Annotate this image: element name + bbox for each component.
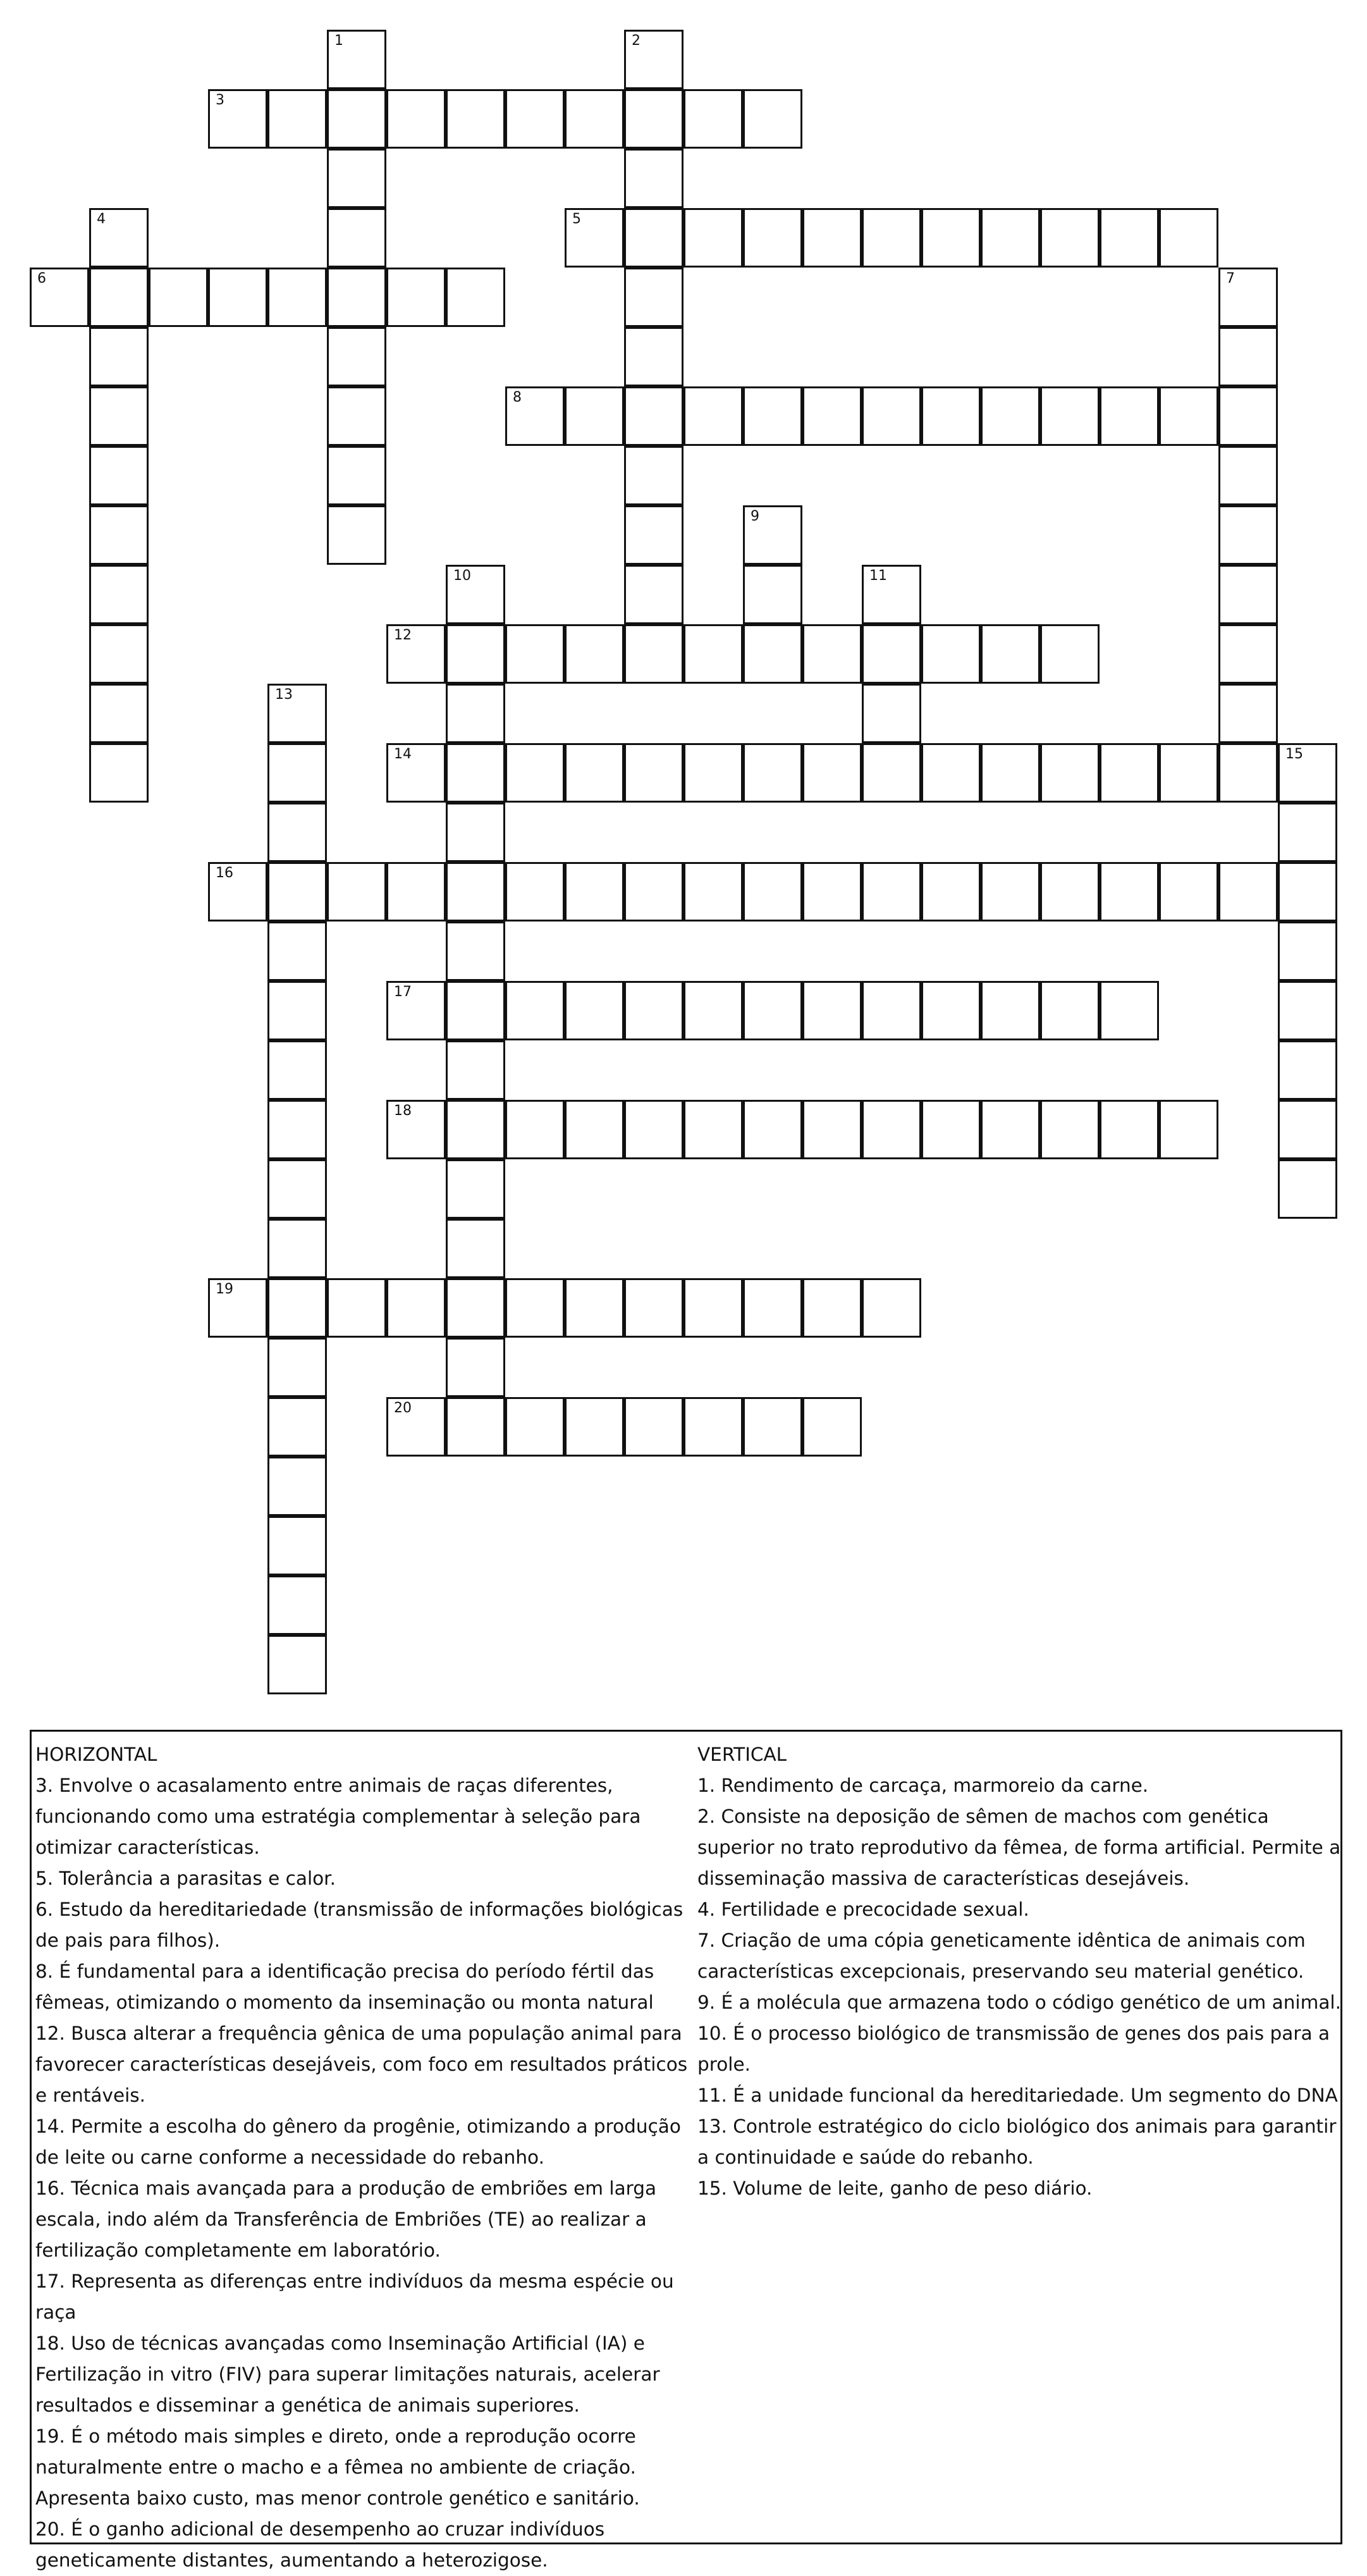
grid-cell[interactable] — [89, 565, 149, 624]
grid-cell[interactable] — [862, 1278, 921, 1338]
grid-cell[interactable] — [267, 1219, 327, 1278]
grid-cell[interactable] — [1278, 1159, 1337, 1219]
clue-number-vertical: 4 — [97, 211, 106, 227]
grid-cell[interactable] — [862, 862, 921, 921]
grid-cell[interactable] — [565, 1278, 624, 1338]
clue-horizontal-19: 19. É o método mais simples e direto, onde a reprodução ocorre naturalmente entre o macho e a fêmea no ambiente de criação. Apresenta baixo custo, mas menor controle genético e sanitário. — [35, 2425, 640, 2509]
grid-cell[interactable] — [981, 386, 1040, 446]
grid-cell[interactable] — [446, 981, 505, 1040]
grid-cell[interactable] — [743, 1278, 802, 1338]
grid-cell[interactable] — [565, 1397, 624, 1457]
grid-cell[interactable] — [1159, 862, 1218, 921]
grid-cell[interactable] — [565, 208, 624, 268]
grid-cell[interactable] — [565, 981, 624, 1040]
grid-cell[interactable] — [89, 327, 149, 386]
clue-number-vertical: 15 — [1285, 746, 1303, 762]
clue-vertical-4: 4. Fertilidade e precocidade sexual. — [697, 1899, 1029, 1920]
grid-cell[interactable] — [743, 89, 802, 149]
grid-cell[interactable] — [1040, 386, 1100, 446]
grid-cell[interactable] — [267, 1457, 327, 1516]
grid-cell[interactable] — [624, 1397, 684, 1457]
grid-cell[interactable] — [743, 208, 802, 268]
grid-cell[interactable] — [802, 743, 862, 803]
grid-cell[interactable] — [446, 1397, 505, 1457]
grid-cell[interactable] — [1218, 505, 1278, 565]
grid-cell[interactable] — [981, 862, 1040, 921]
clue-number-vertical: 1 — [334, 33, 343, 49]
grid-cell[interactable] — [802, 1278, 862, 1338]
clue-number-vertical: 11 — [869, 568, 887, 584]
grid-cell[interactable] — [327, 505, 386, 565]
grid-cell[interactable] — [267, 1516, 327, 1575]
grid-cell[interactable] — [267, 1040, 327, 1100]
grid-cell[interactable] — [624, 386, 684, 446]
grid-cell[interactable] — [1100, 862, 1159, 921]
grid-cell[interactable] — [624, 1100, 684, 1159]
clue-number-vertical: 9 — [751, 508, 759, 524]
clue-number-horizontal: 14 — [394, 746, 412, 762]
grid-cell[interactable] — [684, 1100, 743, 1159]
grid-cell[interactable] — [1100, 743, 1159, 803]
clue-number-horizontal: 12 — [394, 627, 412, 643]
clue-horizontal-16: 16. Técnica mais avançada para a produção de embriões em larga escala, indo além da Transferência de Embriões (TE) ao realizar a fertilização completamente em laboratório. — [35, 2178, 657, 2261]
grid-cell[interactable] — [89, 505, 149, 565]
grid-cell[interactable] — [743, 862, 802, 921]
grid-cell[interactable] — [802, 862, 862, 921]
grid-cell[interactable] — [684, 386, 743, 446]
grid-cell[interactable] — [1159, 1100, 1218, 1159]
clue-number-vertical: 2 — [632, 33, 641, 49]
clue-vertical-7: 7. Criação de uma cópia geneticamente idêntica de animais com características excepcionais, preservando seu material genético. — [697, 1930, 1306, 1982]
grid-cell[interactable] — [446, 1040, 505, 1100]
grid-cell[interactable] — [327, 30, 386, 89]
grid-cell[interactable] — [802, 1397, 862, 1457]
grid-cell[interactable] — [684, 743, 743, 803]
grid-cell[interactable] — [1040, 208, 1100, 268]
clue-number-horizontal: 19 — [216, 1281, 233, 1297]
clue-horizontal-5: 5. Tolerância a parasitas e calor. — [35, 1868, 336, 1889]
clue-number-horizontal: 8 — [513, 390, 522, 405]
clue-horizontal-3: 3. Envolve o acasalamento entre animais de raças diferentes, funcionando como uma estratégia complementar à seleção para otimizar características. — [35, 1775, 641, 1858]
grid-cell[interactable] — [1218, 862, 1278, 921]
grid-cell[interactable] — [505, 89, 565, 149]
clue-horizontal-17: 17. Representa as diferenças entre indivíduos da mesma espécie ou raça — [35, 2271, 674, 2323]
grid-cell[interactable] — [921, 624, 981, 684]
clue-vertical-10: 10. É o processo biológico de transmissão de genes dos pais para a prole. — [697, 2023, 1330, 2075]
grid-cell[interactable] — [1218, 386, 1278, 446]
clue-number-horizontal: 16 — [216, 865, 233, 881]
grid-cell[interactable] — [1040, 862, 1100, 921]
grid-cell[interactable] — [89, 624, 149, 684]
grid-cell[interactable] — [743, 1397, 802, 1457]
grid-cell[interactable] — [89, 684, 149, 743]
grid-cell[interactable] — [505, 1397, 565, 1457]
grid-cell[interactable] — [1218, 446, 1278, 505]
grid-cell[interactable] — [981, 208, 1040, 268]
grid-cell[interactable] — [565, 624, 624, 684]
grid-cell[interactable] — [1218, 743, 1278, 803]
grid-cell[interactable] — [30, 268, 89, 327]
grid-cell[interactable] — [1218, 268, 1278, 327]
grid-cell[interactable] — [386, 89, 446, 149]
grid-cell[interactable] — [1218, 624, 1278, 684]
grid-cell[interactable] — [624, 981, 684, 1040]
grid-cell[interactable] — [327, 386, 386, 446]
grid-cell[interactable] — [446, 862, 505, 921]
grid-cell[interactable] — [267, 1635, 327, 1694]
clue-vertical-11: 11. É a unidade funcional da hereditariedade. Um segmento do DNA — [697, 2085, 1338, 2106]
grid-cell[interactable] — [1159, 386, 1218, 446]
grid-cell[interactable] — [89, 386, 149, 446]
grid-cell[interactable] — [89, 743, 149, 803]
grid-cell[interactable] — [862, 981, 921, 1040]
grid-cell[interactable] — [1278, 1100, 1337, 1159]
grid-cell[interactable] — [386, 862, 446, 921]
grid-cell[interactable] — [446, 921, 505, 981]
grid-cell[interactable] — [565, 743, 624, 803]
grid-cell[interactable] — [624, 1278, 684, 1338]
grid-cell[interactable] — [505, 1100, 565, 1159]
grid-cell[interactable] — [267, 1575, 327, 1635]
clue-horizontal-8: 8. É fundamental para a identificação precisa do período fértil das fêmeas, otimizando o momento da inseminação ou monta natural — [35, 1961, 654, 2013]
vertical-clues — [697, 1739, 1342, 2204]
grid-cell[interactable] — [981, 1100, 1040, 1159]
grid-cell[interactable] — [1278, 803, 1337, 862]
grid-cell[interactable] — [743, 624, 802, 684]
grid-cell[interactable] — [921, 862, 981, 921]
clue-number-horizontal: 20 — [394, 1400, 412, 1416]
grid-cell[interactable] — [684, 624, 743, 684]
grid-cell[interactable] — [446, 89, 505, 149]
grid-cell[interactable] — [446, 1159, 505, 1219]
clue-number-horizontal: 3 — [216, 92, 224, 108]
grid-cell[interactable] — [802, 386, 862, 446]
clue-number-horizontal: 17 — [394, 984, 412, 1000]
grid-cell[interactable] — [565, 1100, 624, 1159]
grid-cell[interactable] — [505, 386, 565, 446]
clue-vertical-1: 1. Rendimento de carcaça, marmoreio da carne. — [697, 1775, 1149, 1796]
grid-cell[interactable] — [446, 1278, 505, 1338]
grid-cell[interactable] — [267, 684, 327, 743]
grid-cell[interactable] — [386, 1100, 446, 1159]
grid-cell[interactable] — [802, 624, 862, 684]
grid-cell[interactable] — [1100, 386, 1159, 446]
grid-cell[interactable] — [208, 1278, 267, 1338]
grid-cell[interactable] — [624, 505, 684, 565]
grid-cell[interactable] — [624, 743, 684, 803]
grid-cell[interactable] — [446, 268, 505, 327]
clue-number-vertical: 10 — [453, 568, 471, 584]
grid-cell[interactable] — [981, 624, 1040, 684]
grid-cell[interactable] — [981, 743, 1040, 803]
grid-cell[interactable] — [446, 1338, 505, 1397]
clue-number-horizontal: 18 — [394, 1103, 412, 1119]
grid-cell[interactable] — [684, 89, 743, 149]
grid-cell[interactable] — [624, 565, 684, 624]
grid-cell[interactable] — [446, 1100, 505, 1159]
grid-cell[interactable] — [624, 327, 684, 386]
grid-cell[interactable] — [862, 624, 921, 684]
grid-cell[interactable] — [267, 1100, 327, 1159]
grid-cell[interactable] — [267, 1397, 327, 1457]
grid-cell[interactable] — [684, 208, 743, 268]
grid-cell[interactable] — [208, 268, 267, 327]
grid-cell[interactable] — [565, 386, 624, 446]
grid-cell[interactable] — [684, 981, 743, 1040]
grid-cell[interactable] — [684, 1397, 743, 1457]
grid-cell[interactable] — [327, 208, 386, 268]
grid-cell[interactable] — [446, 684, 505, 743]
grid-cell[interactable] — [1278, 743, 1337, 803]
grid-cell[interactable] — [327, 327, 386, 386]
grid-cell[interactable] — [921, 386, 981, 446]
clue-vertical-15: 15. Volume de leite, ganho de peso diário. — [697, 2178, 1093, 2199]
grid-cell[interactable] — [1100, 981, 1159, 1040]
grid-cell[interactable] — [505, 862, 565, 921]
grid-cell[interactable] — [267, 803, 327, 862]
grid-cell[interactable] — [446, 803, 505, 862]
grid-cell[interactable] — [862, 386, 921, 446]
grid-cell[interactable] — [1100, 1100, 1159, 1159]
grid-cell[interactable] — [981, 981, 1040, 1040]
grid-cell[interactable] — [327, 862, 386, 921]
grid-cell[interactable] — [862, 743, 921, 803]
grid-cell[interactable] — [1278, 981, 1337, 1040]
grid-cell[interactable] — [624, 89, 684, 149]
grid-cell[interactable] — [267, 862, 327, 921]
grid-cell[interactable] — [624, 30, 684, 89]
clues-box — [30, 1730, 1342, 2571]
grid-cell[interactable] — [743, 505, 802, 565]
grid-cell[interactable] — [267, 921, 327, 981]
grid-cell[interactable] — [327, 149, 386, 208]
grid-cell[interactable] — [743, 1100, 802, 1159]
grid-cell[interactable] — [386, 743, 446, 803]
grid-cell[interactable] — [921, 208, 981, 268]
grid-cell[interactable] — [386, 1397, 446, 1457]
grid-cell[interactable] — [386, 981, 446, 1040]
grid-cell[interactable] — [327, 446, 386, 505]
grid-cell[interactable] — [862, 684, 921, 743]
grid-cell[interactable] — [802, 1100, 862, 1159]
clue-horizontal-14: 14. Permite a escolha do gênero da progênie, otimizando a produção de leite ou carne conforme a necessidade do rebanho. — [35, 2116, 681, 2168]
grid-cell[interactable] — [267, 268, 327, 327]
grid-cell[interactable] — [446, 565, 505, 624]
grid-cell[interactable] — [743, 743, 802, 803]
grid-cell[interactable] — [1040, 981, 1100, 1040]
grid-cell[interactable] — [446, 743, 505, 803]
grid-cell[interactable] — [1040, 624, 1100, 684]
grid-cell[interactable] — [743, 565, 802, 624]
grid-cell[interactable] — [386, 268, 446, 327]
grid-cell[interactable] — [149, 268, 208, 327]
grid-cell[interactable] — [386, 624, 446, 684]
grid-cell[interactable] — [89, 446, 149, 505]
clue-number-vertical: 7 — [1226, 271, 1235, 287]
grid-cell[interactable] — [208, 89, 267, 149]
grid-cell[interactable] — [1278, 1040, 1337, 1100]
grid-cell[interactable] — [1278, 921, 1337, 981]
grid-cell[interactable] — [327, 268, 386, 327]
grid-cell[interactable] — [386, 1278, 446, 1338]
grid-cell[interactable] — [1218, 327, 1278, 386]
grid-cell[interactable] — [624, 208, 684, 268]
grid-cell[interactable] — [267, 89, 327, 149]
grid-cell[interactable] — [1218, 684, 1278, 743]
clue-vertical-9: 9. É a molécula que armazena todo o código genético de um animal. — [697, 1992, 1342, 2013]
clue-vertical-13: 13. Controle estratégico do ciclo biológico dos animais para garantir a continuidade e saúde do rebanho. — [697, 2116, 1337, 2168]
grid-cell[interactable] — [327, 1278, 386, 1338]
grid-cell[interactable] — [624, 149, 684, 208]
grid-cell[interactable] — [684, 862, 743, 921]
grid-cell[interactable] — [624, 624, 684, 684]
grid-cell[interactable] — [1218, 565, 1278, 624]
grid-cell[interactable] — [624, 268, 684, 327]
grid-cell[interactable] — [862, 208, 921, 268]
horizontal-heading: HORIZONTAL — [35, 1744, 157, 1765]
clue-vertical-2: 2. Consiste na deposição de sêmen de machos com genética superior no trato reprodutivo da fêmea, de forma artificial. Permite a disseminação massiva de características desejáveis. — [697, 1806, 1341, 1889]
grid-cell[interactable] — [565, 862, 624, 921]
grid-cell[interactable] — [446, 1219, 505, 1278]
grid-cell[interactable] — [208, 862, 267, 921]
vertical-heading: VERTICAL — [697, 1744, 787, 1765]
grid-cell[interactable] — [505, 624, 565, 684]
clue-horizontal-18: 18. Uso de técnicas avançadas como Inseminação Artificial (IA) e Fertilização in vitro (FIV) para superar limitações naturais, acelerar resultados e disseminar a genética de animais superiores. — [35, 2333, 660, 2416]
grid-cell[interactable] — [89, 268, 149, 327]
grid-cell[interactable] — [505, 981, 565, 1040]
clue-horizontal-12: 12. Busca alterar a frequência gênica de uma população animal para favorecer características desejáveis, com foco em resultados práticos e rentáveis. — [35, 2023, 688, 2106]
grid-cell[interactable] — [1100, 208, 1159, 268]
grid-cell[interactable] — [862, 565, 921, 624]
grid-cell[interactable] — [802, 981, 862, 1040]
grid-cell[interactable] — [327, 89, 386, 149]
grid-cell[interactable] — [1040, 743, 1100, 803]
grid-cell[interactable] — [624, 862, 684, 921]
clue-number-horizontal: 6 — [37, 271, 46, 287]
grid-cell[interactable] — [267, 1159, 327, 1219]
grid-cell[interactable] — [743, 386, 802, 446]
horizontal-clues — [35, 1739, 693, 2576]
grid-cell[interactable] — [565, 89, 624, 149]
grid-cell[interactable] — [862, 1100, 921, 1159]
grid-cell[interactable] — [802, 208, 862, 268]
grid-cell[interactable] — [624, 446, 684, 505]
grid-cell[interactable] — [267, 981, 327, 1040]
clue-horizontal-6: 6. Estudo da hereditariedade (transmissão de informações biológicas de pais para filhos). — [35, 1899, 684, 1951]
grid-cell[interactable] — [267, 1338, 327, 1397]
grid-cell[interactable] — [921, 981, 981, 1040]
grid-cell[interactable] — [921, 1100, 981, 1159]
grid-cell[interactable] — [505, 1278, 565, 1338]
grid-cell[interactable] — [1159, 743, 1218, 803]
grid-cell[interactable] — [921, 743, 981, 803]
grid-cell[interactable] — [446, 624, 505, 684]
grid-cell[interactable] — [1159, 208, 1218, 268]
grid-cell[interactable] — [1040, 1100, 1100, 1159]
grid-cell[interactable] — [267, 743, 327, 803]
grid-cell[interactable] — [684, 1278, 743, 1338]
grid-cell[interactable] — [505, 743, 565, 803]
clue-number-vertical: 13 — [275, 687, 293, 703]
grid-cell[interactable] — [267, 1278, 327, 1338]
clue-number-horizontal: 5 — [572, 211, 581, 227]
grid-cell[interactable] — [1278, 862, 1337, 921]
grid-cell[interactable] — [89, 208, 149, 268]
clue-horizontal-20: 20. É o ganho adicional de desempenho ao cruzar indivíduos geneticamente distantes, aumentando a heterozigose. — [35, 2518, 605, 2571]
grid-cell[interactable] — [743, 981, 802, 1040]
